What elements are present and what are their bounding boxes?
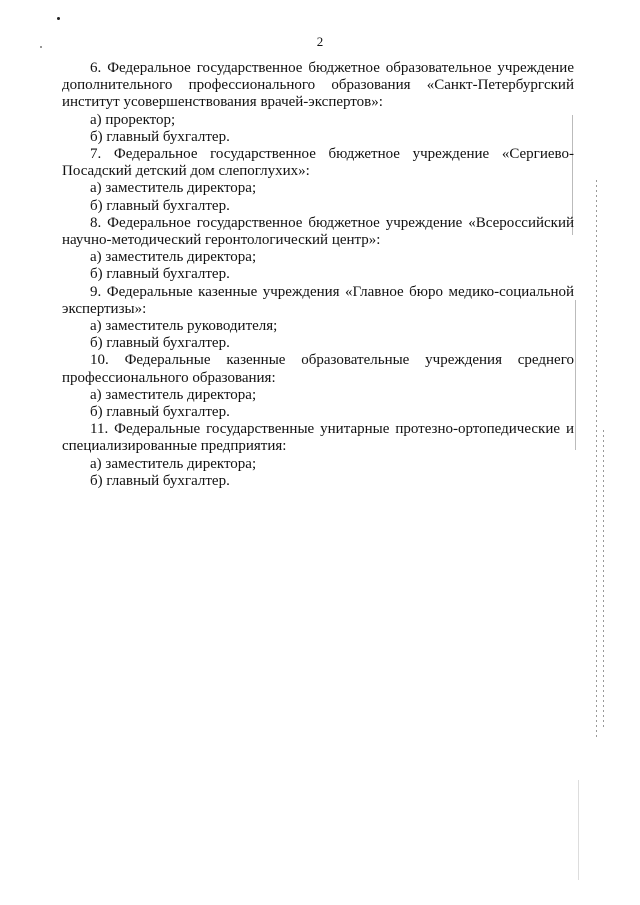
- section-heading: 10. Федеральные казенные образовательные учреждения среднего профессионального образования:: [62, 352, 574, 386]
- list-item: б) главный бухгалтер.: [90, 128, 230, 145]
- scan-dot-column: [603, 430, 604, 730]
- section-11: [62, 421, 574, 490]
- scan-dot-column: [596, 180, 597, 740]
- list-item: б) главный бухгалтер.: [90, 266, 230, 283]
- scan-speck: [57, 17, 60, 20]
- section-8: [62, 215, 574, 284]
- section-heading: 8. Федеральное государственное бюджетное учреждение «Всероссийский научно-методический геронтологический центр»:: [62, 214, 574, 249]
- list-item: а) заместитель директора;: [90, 386, 257, 403]
- scan-edge-mark: [578, 780, 579, 880]
- list-item: а) проректор;: [90, 111, 176, 128]
- list-item: а) заместитель директора;: [90, 455, 257, 472]
- section-9: [62, 284, 574, 353]
- scan-edge-mark: [575, 300, 576, 450]
- list-item: б) главный бухгалтер.: [90, 197, 230, 214]
- list-item: а) заместитель руководителя;: [90, 318, 278, 335]
- section-heading: 11. Федеральные государственные унитарные протезно-ортопедические и специализированные предприятия:: [62, 421, 574, 455]
- list-item: б) главный бухгалтер.: [90, 404, 230, 421]
- list-item: а) заместитель директора;: [90, 249, 257, 266]
- section-heading: 6. Федеральное государственное бюджетное образовательное учреждение дополнительного профессионального образования «Санкт-Петербургский институт усовершенствования врачей-экспертов»:: [62, 60, 574, 111]
- document-body: [62, 60, 574, 490]
- section-10: [62, 352, 574, 421]
- section-6: [62, 60, 574, 146]
- list-item: б) главный бухгалтер.: [90, 335, 230, 352]
- page-number: 2: [316, 34, 324, 49]
- list-item: а) заместитель директора;: [90, 180, 257, 197]
- list-item: б) главный бухгалтер.: [90, 472, 230, 489]
- section-heading: 9. Федеральные казенные учреждения «Главное бюро медико-социальной экспертизы»:: [62, 283, 574, 317]
- section-heading: 7. Федеральное государственное бюджетное учреждение «Сергиево-Посадский детский дом слепоглухих»:: [62, 146, 574, 180]
- section-7: [62, 146, 574, 215]
